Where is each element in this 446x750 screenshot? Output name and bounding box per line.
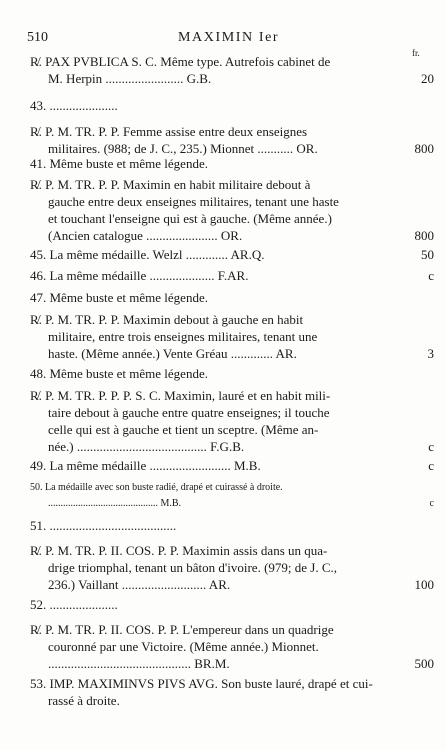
entry-line: 49. La même médaille ......................... M.B. <box>30 458 261 473</box>
entry-value: 3 <box>427 346 434 361</box>
entry-line: M. Herpin ........................ G.B. <box>48 71 212 86</box>
entry-line: celle qui est à gauche et tient un sceptre. (Même an- <box>48 422 319 437</box>
entry-value: c <box>428 268 434 283</box>
entry-line: rassé à droite. <box>48 693 120 708</box>
entry-line: R̸. P. M. TR. P. P. P. S. C. Maximin, lauré et en habit mili- <box>30 388 331 403</box>
currency-label: fr. <box>412 48 420 58</box>
entry-line: 48. Même buste et même légende. <box>30 366 208 381</box>
running-head: MAXIMIN Ier <box>178 30 280 45</box>
entry-value: 500 <box>414 656 434 671</box>
entry-line: 46. La même médaille .................... F.AR. <box>30 268 249 283</box>
entry-line: militaires. (988; de J. C., 235.) Mionnet ........... OR. <box>48 141 318 156</box>
entry-value: c <box>429 498 434 509</box>
entry-line: R̸. P. M. TR. P. P. Femme assise entre deux enseignes <box>30 124 308 139</box>
entry-line: 43. ..................... <box>30 98 118 113</box>
entry-value: 800 <box>414 228 434 243</box>
entry-line: R̸. P. M. TR. P. P. Maximin debout à gauche en habit <box>30 312 304 327</box>
entry-line: R̸. P. M. TR. P. II. COS. P. P. Maximin assis dans un qua- <box>30 543 328 558</box>
entry-value: 20 <box>421 71 434 86</box>
entry-line: R̸. PAX PVBLICA S. C. Même type. Autrefois cabinet de <box>30 54 331 69</box>
entry-line: 53. IMP. MAXIMINVS PIVS AVG. Son buste lauré, drapé et cui- <box>30 676 373 691</box>
entry-line: gauche entre deux enseignes militaires, tenant une haste <box>48 194 339 209</box>
entry-line: 47. Même buste et même légende. <box>30 290 208 305</box>
entry-line: 50. La médaille avec son buste radié, drapé et cuirassé à droite. <box>30 482 283 493</box>
entry-line: militaire, entre trois enseignes militaires, tenant une <box>48 329 318 344</box>
entry-line: R̸. P. M. TR. P. P. Maximin en habit militaire debout à <box>30 177 311 192</box>
entry-line: 236.) Vaillant .......................... AR. <box>48 577 231 592</box>
entry-value: c <box>428 458 434 473</box>
entry-line: 51. ....................................... <box>30 518 177 533</box>
entry-value: 100 <box>414 577 434 592</box>
entry-line: taire debout à gauche entre quatre enseignes; il touche <box>48 405 330 420</box>
entry-line: (Ancien catalogue ...................... OR. <box>48 228 243 243</box>
entry-line: drige triomphal, tenant un bâton d'ivoire. (979; de J. C., <box>48 560 338 575</box>
entry-line: ............................................ BR.M. <box>48 656 230 671</box>
entry-line: 45. La même médaille. Welzl ............. AR.Q. <box>30 247 265 262</box>
entry-line: couronné par une Victoire. (Même année.) Mionnet. <box>48 639 319 654</box>
entry-line: et touchant l'enseigne qui est à gauche. (Même année.) <box>48 211 332 226</box>
entry-line: ............................................ M.B. <box>48 498 182 509</box>
entry-value: 50 <box>421 247 434 262</box>
page-number: 510 <box>27 30 48 45</box>
entry-line: 52. ..................... <box>30 597 118 612</box>
entry-line: 41. Même buste et même légende. <box>30 156 208 171</box>
entry-value: 800 <box>414 141 434 156</box>
entry-value: c <box>428 439 434 454</box>
entry-line: née.) ........................................ F.G.B. <box>48 439 245 454</box>
entry-line: haste. (Même année.) Vente Gréau ............. AR. <box>48 346 297 361</box>
entry-line: R̸. P. M. TR. P. II. COS. P. P. L'empereur dans un quadrige <box>30 622 334 637</box>
